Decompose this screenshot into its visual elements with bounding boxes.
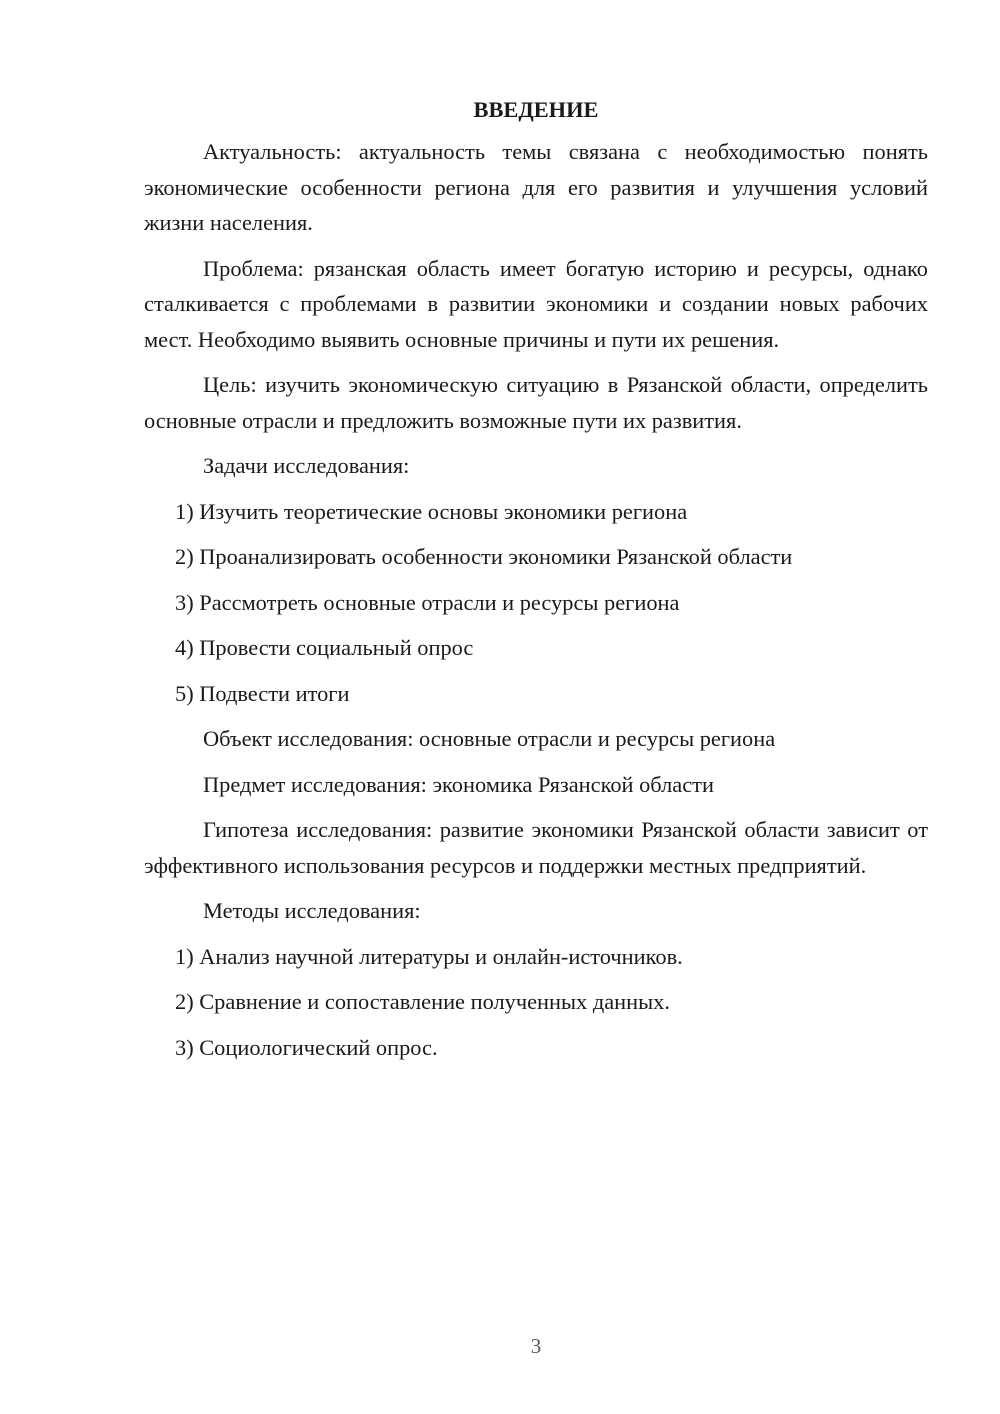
- tasks-title: Задачи исследования:: [203, 453, 410, 478]
- method-item-3: 3) Социологический опрос.: [175, 1034, 438, 1060]
- paragraph-hypothesis: Гипотеза исследования: развитие экономики Рязанской области зависит от эффективного использования ресурсов и поддержки местных предприятий.: [144, 817, 928, 878]
- task-item-5: 5) Подвести итоги: [175, 680, 350, 706]
- section-heading: ВВЕДЕНИЕ: [473, 97, 599, 122]
- page-number: 3: [530, 1334, 542, 1358]
- paragraph-problem: Проблема: рязанская область имеет богатую историю и ресурсы, однако сталкивается с проблемами в развитии экономики и создании новых рабочих мест. Необходимо выявить основные причины и пути их решения.: [144, 255, 928, 352]
- methods-title: Методы исследования:: [203, 898, 421, 923]
- task-item-2: 2) Проанализировать особенности экономики Рязанской области: [175, 544, 793, 569]
- research-subject: Предмет исследования: экономика Рязанской области: [203, 771, 714, 797]
- task-item-4: 4) Провести социальный опрос: [175, 635, 474, 660]
- paragraph-relevance: Актуальность: актуальность темы связана с необходимостью понять экономические особенности региона для его развития и улучшения условий жизни населения.: [144, 139, 928, 235]
- method-item-1: 1) Анализ научной литературы и онлайн-источников.: [175, 943, 683, 969]
- method-item-2: 2) Сравнение и сопоставление полученных данных.: [175, 989, 670, 1014]
- task-item-3: 3) Рассмотреть основные отрасли и ресурсы региона: [175, 589, 680, 615]
- document-body: [144, 92, 928, 1075]
- paragraph-goal: Цель: изучить экономическую ситуацию в Рязанской области, определить основные отрасли и предложить возможные пути их развития.: [144, 372, 928, 433]
- research-object: Объект исследования: основные отрасли и ресурсы региона: [203, 726, 776, 751]
- task-item-1: 1) Изучить теоретические основы экономики региона: [175, 498, 688, 524]
